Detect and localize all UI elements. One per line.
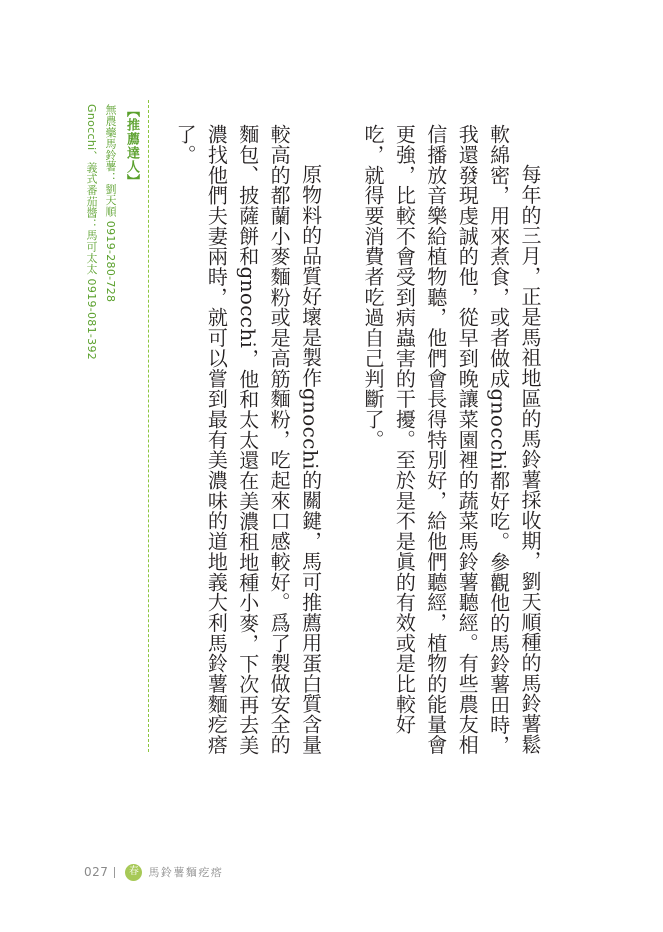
sidebar-heading: 【推薦達人】: [124, 104, 139, 188]
chapter-title: 馬鈴薯麵疙瘩: [148, 866, 224, 879]
footer-divider: [114, 867, 115, 878]
recommended-expert-sidebar: [63, 100, 149, 752]
sidebar-contact-2: Gnocchi、義式番茄醬：馬可太太 0919-081-392: [85, 104, 98, 361]
paragraph-1: 每年的三月，正是馬祖地區的馬鈴薯採收期，劉天順種的馬鈴薯鬆軟綿密，用來煮食，或者做成gnocchi都好吃。參觀他的馬鈴薯田時，我還發現虔誠的他，從早到晚讓菜園裡的蔬菜馬鈴薯聽經。有些農友相信播放音樂給植物聽，他們會長得特別好，給他們聽經，植物的能量會更強，比較不會受到病蟲害的干擾。至於是不是眞的有效或是比較好吃，就得要消費者吃過自己判斷了。: [360, 124, 542, 756]
body-text: [169, 124, 545, 764]
page-number: 027: [84, 865, 109, 879]
sidebar-divider: [148, 100, 149, 752]
sidebar-text: [82, 104, 142, 744]
page-footer: [84, 862, 223, 882]
season-badge: 春: [125, 864, 142, 881]
paragraph-2: 原物料的品質好壞是製作gnocchi的關鍵，馬可推薦用蛋白質含量較高的都蘭小麥麵粉或是高筋麵粉，吃起來口感較好。爲了製做安全的麵包、披薩餅和gnocchi，他和太太還在美濃租地種小麥，下次再去美濃找他們夫妻兩時，就可以嘗到最有美濃味的道地義大利馬鈴薯麵疙瘩了。: [172, 124, 323, 756]
sidebar-contact-1: 無農藥馬鈴薯：劉天順 0919-280-728: [104, 104, 117, 303]
